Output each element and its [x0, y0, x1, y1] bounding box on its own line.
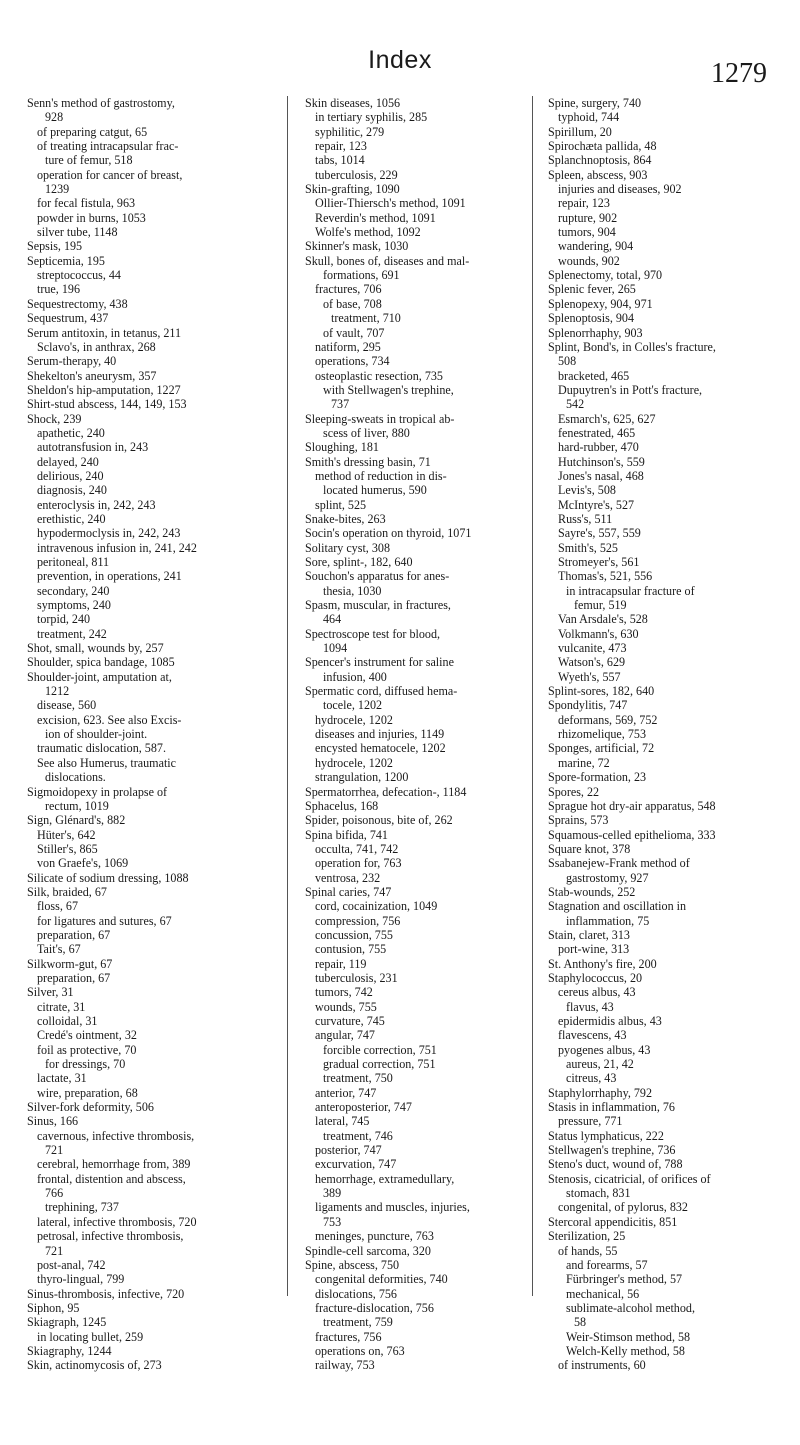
index-entry: Volkmann's, 630 [558, 626, 639, 641]
index-entry: post-anal, 742 [37, 1257, 106, 1272]
index-entry: treatment, 750 [323, 1071, 393, 1086]
index-entry: Spectroscope test for blood, [305, 626, 441, 641]
index-entry: bracketed, 465 [558, 368, 630, 383]
index-entry: of instruments, 60 [558, 1358, 646, 1373]
index-entry: trephining, 737 [45, 1200, 119, 1215]
index-entry: Sclavo's, in anthrax, 268 [37, 339, 156, 354]
index-entry: fenestrated, 465 [558, 425, 636, 440]
index-entry: intravenous infusion in, 241, 242 [37, 540, 197, 555]
index-entry: pyogenes albus, 43 [558, 1042, 651, 1057]
index-entry: 737 [331, 397, 350, 412]
index-entry: syphilitic, 279 [315, 124, 385, 139]
index-entry: gastrostomy, 927 [566, 870, 649, 885]
index-entry: infusion, 400 [323, 669, 387, 684]
index-entry: Smith's, 525 [558, 540, 618, 555]
index-entry: Septicemia, 195 [27, 253, 105, 268]
index-entry: Stenosis, cicatricial, of orifices of [548, 1171, 711, 1186]
index-entry: colloidal, 31 [37, 1014, 98, 1028]
index-entry: splint, 525 [315, 497, 367, 512]
index-entry: Skull, bones of, diseases and mal- [305, 253, 470, 268]
index-entry: Spindle-cell sarcoma, 320 [305, 1243, 431, 1258]
index-entry: Thomas's, 521, 556 [558, 569, 653, 584]
index-entry: Van Arsdale's, 528 [558, 612, 648, 627]
index-column-3 [548, 96, 772, 1373]
index-entry: citreus, 43 [566, 1071, 617, 1086]
index-column-1 [27, 96, 251, 1373]
index-entry: lateral, 745 [315, 1114, 370, 1129]
index-entry: tumors, 904 [558, 225, 616, 240]
index-entry: citrate, 31 [37, 999, 86, 1014]
index-entry: Sinus, 166 [27, 1114, 79, 1129]
index-entry: compression, 756 [315, 913, 401, 928]
index-entry: Spencer's instrument for saline [305, 655, 454, 670]
index-entry: Splanchnoptosis, 864 [548, 153, 652, 168]
index-entry: Levis's, 508 [558, 483, 616, 498]
index-entry: rhizomelique, 753 [558, 727, 646, 742]
index-entry: stomach, 831 [566, 1186, 631, 1201]
index-entry: Dupuytren's in Pott's fracture, [558, 382, 703, 397]
index-entry: meninges, puncture, 763 [315, 1229, 434, 1244]
index-entry: with Stellwagen's trephine, [323, 382, 454, 397]
index-entry: 508 [558, 354, 577, 369]
index-entry: contusion, 755 [315, 942, 387, 957]
index-entry: of vault, 707 [323, 325, 385, 340]
index-entry: method of reduction in dis- [315, 468, 447, 483]
index-entry: Serum antitoxin, in tetanus, 211 [27, 325, 182, 340]
index-entry: injuries and diseases, 902 [558, 182, 682, 197]
index-entry: Spasm, muscular, in fractures, [305, 598, 451, 613]
index-entry: Splint-sores, 182, 640 [548, 684, 655, 699]
index-entry: fractures, 706 [315, 282, 382, 297]
index-entry: wounds, 902 [558, 253, 620, 268]
index-column-2 [305, 96, 529, 1373]
index-entry: marine, 72 [558, 755, 610, 770]
index-entry: operations on, 763 [315, 1343, 405, 1358]
index-entry: Sequestrectomy, 438 [27, 296, 128, 311]
index-entry: Sprague hot dry-air apparatus, 548 [548, 798, 716, 813]
index-entry: congenital, of pylorus, 832 [558, 1200, 688, 1215]
index-entry: for ligatures and sutures, 67 [37, 913, 172, 928]
index-entry: St. Anthony's fire, 200 [548, 956, 657, 971]
index-entry: Shekelton's aneurysm, 357 [27, 368, 157, 383]
index-entry: repair, 123 [558, 196, 610, 211]
index-entry: prevention, in operations, 241 [37, 569, 182, 584]
index-entry: hemorrhage, extramedullary, [315, 1171, 455, 1186]
index-entry: Smith's dressing basin, 71 [305, 454, 431, 469]
index-entry: posterior, 747 [315, 1143, 382, 1158]
index-entry: sublimate-alcohol method, [566, 1300, 695, 1315]
index-entry: anterior, 747 [315, 1085, 377, 1100]
index-entry: Serum-therapy, 40 [27, 354, 117, 369]
index-entry: treatment, 242 [37, 626, 107, 641]
index-entry: Sepsis, 195 [27, 239, 83, 254]
index-entry: Spider, poisonous, bite of, 262 [305, 813, 453, 828]
index-entry: osteoplastic resection, 735 [315, 368, 443, 383]
index-entry: erethistic, 240 [37, 511, 106, 526]
index-entry: angular, 747 [315, 1028, 375, 1043]
index-entry: silver tube, 1148 [37, 225, 118, 240]
index-entry: fractures, 756 [315, 1329, 382, 1344]
index-entry: Silver, 31 [27, 985, 74, 1000]
index-entry: Sequestrum, 437 [27, 311, 109, 326]
index-entry: and forearms, 57 [566, 1257, 648, 1272]
index-entry: Sign, Glénard's, 882 [27, 813, 126, 828]
index-entry: aureus, 21, 42 [566, 1057, 634, 1072]
index-entry: 542 [566, 397, 585, 412]
index-entry: 1239 [45, 182, 70, 197]
index-entry: See also Humerus, traumatic [37, 755, 177, 770]
index-entry: lateral, infective thrombosis, 720 [37, 1214, 197, 1229]
index-entry: dislocations. [45, 770, 106, 785]
index-entry: Spirillum, 20 [548, 124, 612, 139]
index-entry: 721 [45, 1243, 64, 1258]
index-entry: Status lymphaticus, 222 [548, 1128, 664, 1143]
index-entry: Sphacelus, 168 [305, 798, 379, 813]
index-entry: vulcanite, 473 [558, 641, 627, 656]
index-entry: 928 [45, 110, 64, 125]
index-entry: Sheldon's hip-amputation, 1227 [27, 382, 181, 397]
index-entry: petrosal, infective thrombosis, [37, 1229, 184, 1244]
index-entry: Sterilization, 25 [548, 1229, 626, 1244]
index-entry: in tertiary syphilis, 285 [315, 110, 428, 125]
index-entry: preparation, 67 [37, 970, 111, 985]
index-entry: gradual correction, 751 [323, 1057, 436, 1072]
index-entry: Spinal caries, 747 [305, 884, 392, 899]
index-entry: Shoulder-joint, amputation at, [27, 669, 172, 684]
index-entry: dislocations, 756 [315, 1286, 397, 1301]
index-entry: tabs, 1014 [315, 153, 365, 168]
index-entry: mechanical, 56 [566, 1286, 640, 1301]
index-entry: Shock, 239 [27, 411, 82, 426]
index-entry: Splenorrhaphy, 903 [548, 325, 643, 340]
index-entry: Square knot, 378 [548, 841, 631, 856]
index-entry: in locating bullet, 259 [37, 1329, 144, 1344]
index-entry: Staphylococcus, 20 [548, 970, 643, 985]
index-entry: Stasis in inflammation, 76 [548, 1100, 675, 1115]
index-entry: Stellwagen's trephine, 736 [548, 1143, 676, 1158]
index-entry: operation for cancer of breast, [37, 167, 183, 182]
index-entry: Skiagraphy, 1244 [27, 1343, 112, 1358]
index-entry: Socin's operation on thyroid, 1071 [305, 526, 472, 541]
index-entry: femur, 519 [574, 598, 627, 613]
index-entry: Shoulder, spica bandage, 1085 [27, 655, 175, 670]
index-entry: of preparing catgut, 65 [37, 124, 148, 139]
page-title: Index [368, 46, 432, 74]
index-entry: Solitary cyst, 308 [305, 540, 390, 555]
index-entry: rupture, 902 [558, 210, 618, 225]
index-entry: floss, 67 [37, 899, 78, 914]
index-entry: thyro-lingual, 799 [37, 1272, 125, 1287]
index-entry: treatment, 746 [323, 1128, 393, 1143]
index-entry: Souchon's apparatus for anes- [305, 569, 450, 584]
index-entry: Sprains, 573 [548, 813, 609, 828]
index-entry: Splenopexy, 904, 971 [548, 296, 653, 311]
index-entry: 389 [323, 1186, 342, 1201]
index-entry: Sayre's, 557, 559 [558, 526, 641, 541]
index-entry: hydrocele, 1202 [315, 712, 393, 727]
index-entry: forcible correction, 751 [323, 1042, 437, 1057]
index-entry: Stab-wounds, 252 [548, 884, 636, 899]
index-entry: Tait's, 67 [37, 942, 81, 957]
index-entry: hypodermoclysis in, 242, 243 [37, 526, 181, 541]
index-entry: hydrocele, 1202 [315, 755, 393, 770]
index-entry: Wolfe's method, 1092 [315, 225, 421, 240]
index-entry: apathetic, 240 [37, 425, 105, 440]
index-entry: Silver-fork deformity, 506 [27, 1100, 154, 1115]
index-entry: 1094 [323, 641, 348, 656]
index-entry: ture of femur, 518 [45, 153, 133, 168]
index-entry: traumatic dislocation, 587. [37, 741, 166, 756]
index-entry: lactate, 31 [37, 1071, 87, 1086]
index-entry: concussion, 755 [315, 927, 393, 942]
index-entry: Shirt-stud abscess, 144, 149, 153 [27, 397, 187, 412]
index-entry: excurvation, 747 [315, 1157, 397, 1172]
index-entry: Senn's method of gastrostomy, [27, 96, 175, 110]
index-entry: Sigmoidopexy in prolapse of [27, 784, 168, 799]
index-entry: Weir-Stimson method, 58 [566, 1329, 691, 1344]
index-entry: typhoid, 744 [558, 110, 620, 125]
index-entry: streptococcus, 44 [37, 268, 121, 283]
index-entry: Watson's, 629 [558, 655, 626, 670]
index-entry: Silk, braided, 67 [27, 884, 107, 899]
index-entry: pressure, 771 [558, 1114, 623, 1129]
index-entry: Spermatorrhea, defecation-, 1184 [305, 784, 467, 799]
index-entry: 753 [323, 1214, 342, 1229]
index-entry: McIntyre's, 527 [558, 497, 635, 512]
index-entry: Splint, Bond's, in Colles's fracture, [548, 339, 716, 354]
index-entry: Stiller's, 865 [37, 841, 98, 856]
index-entry: symptoms, 240 [37, 598, 111, 613]
index-entry: Spleen, abscess, 903 [548, 167, 648, 182]
index-entry: Spina bifida, 741 [305, 827, 388, 842]
index-entry: 721 [45, 1143, 64, 1158]
index-entry: repair, 119 [315, 956, 367, 971]
index-entry: epidermidis albus, 43 [558, 1014, 662, 1028]
index-entry: Sloughing, 181 [305, 440, 379, 455]
index-entry: of treating intracapsular frac- [37, 139, 179, 154]
index-entry: scess of liver, 880 [323, 425, 410, 440]
index-entry: hard-rubber, 470 [558, 440, 639, 455]
index-entry: Skin diseases, 1056 [305, 96, 401, 110]
index-entry: natiform, 295 [315, 339, 381, 354]
index-entry: encysted hematocele, 1202 [315, 741, 446, 756]
index-entry: for fecal fistula, 963 [37, 196, 136, 211]
index-entry: railway, 753 [315, 1358, 375, 1373]
index-entry: delayed, 240 [37, 454, 99, 469]
index-entry: enteroclysis in, 242, 243 [37, 497, 156, 512]
index-entry: operations, 734 [315, 354, 390, 369]
index-entry: Hutchinson's, 559 [558, 454, 645, 469]
index-entry: cavernous, infective thrombosis, [37, 1128, 195, 1143]
index-entry: strangulation, 1200 [315, 770, 409, 785]
index-entry: operation for, 763 [315, 856, 402, 871]
index-entry: Snake-bites, 263 [305, 511, 386, 526]
index-entry: Staphylorrhaphy, 792 [548, 1085, 653, 1100]
index-entry: cord, cocainization, 1049 [315, 899, 438, 914]
index-entry: occulta, 741, 742 [315, 841, 399, 856]
index-entry: of base, 708 [323, 296, 382, 311]
index-entry: powder in burns, 1053 [37, 210, 146, 225]
index-entry: of hands, 55 [558, 1243, 618, 1258]
index-entry: disease, 560 [37, 698, 97, 713]
index-entry: Spirochæta pallida, 48 [548, 139, 657, 154]
index-entry: Skiagraph, 1245 [27, 1315, 107, 1330]
index-entry: Spondylitis, 747 [548, 698, 628, 713]
index-entry: Stercoral appendicitis, 851 [548, 1214, 678, 1229]
index-entry: Stagnation and oscillation in [548, 899, 687, 914]
index-entry: Steno's duct, wound of, 788 [548, 1157, 683, 1172]
index-entry: 1212 [45, 684, 70, 699]
index-entry: Sinus-thrombosis, infective, 720 [27, 1286, 185, 1301]
index-entry: Reverdin's method, 1091 [315, 210, 436, 225]
index-entry: diagnosis, 240 [37, 483, 107, 498]
index-entry: Ollier-Thiersch's method, 1091 [315, 196, 466, 211]
index-entry: in intracapsular fracture of [566, 583, 695, 598]
index-entry: Fürbringer's method, 57 [566, 1272, 683, 1287]
index-entry: inflammation, 75 [566, 913, 650, 928]
index-entry: located humerus, 590 [323, 483, 427, 498]
index-entry: Ssabanejew-Frank method of [548, 856, 690, 871]
index-entry: fracture-dislocation, 756 [315, 1300, 434, 1315]
index-entry: for dressings, 70 [45, 1057, 126, 1072]
index-entry: delirious, 240 [37, 468, 104, 483]
index-entry: Splenoptosis, 904 [548, 311, 635, 326]
index-entry: Stromeyer's, 561 [558, 555, 640, 569]
index-entry: ligaments and muscles, injuries, [315, 1200, 470, 1215]
index-entry: treatment, 759 [323, 1315, 393, 1330]
index-entry: Shot, small, wounds by, 257 [27, 641, 164, 656]
index-entry: Skin, actinomycosis of, 273 [27, 1358, 162, 1373]
index-entry: tumors, 742 [315, 985, 373, 1000]
index-entry: Stain, claret, 313 [548, 927, 630, 942]
index-entry: excision, 623. See also Excis- [37, 712, 182, 727]
index-entry: wandering, 904 [558, 239, 634, 254]
index-entry: Sore, splint-, 182, 640 [305, 555, 413, 569]
index-entry: cereus albus, 43 [558, 985, 636, 1000]
index-entry: frontal, distention and abscess, [37, 1171, 186, 1186]
index-entry: Squamous-celled epithelioma, 333 [548, 827, 716, 842]
index-entry: Spermatic cord, diffused hema- [305, 684, 458, 699]
index-entry: Skinner's mask, 1030 [305, 239, 409, 254]
index-entry: formations, 691 [323, 268, 400, 283]
index-entry: thesia, 1030 [323, 583, 382, 598]
index-entry: torpid, 240 [37, 612, 91, 627]
index-entry: peritoneal, 811 [37, 555, 110, 569]
index-entry: Spine, surgery, 740 [548, 96, 642, 110]
index-entry: Hüter's, 642 [37, 827, 96, 842]
index-entry: Spine, abscess, 750 [305, 1257, 400, 1272]
index-entry: Wyeth's, 557 [558, 669, 621, 684]
index-entry: true, 196 [37, 282, 80, 297]
index-entry: rectum, 1019 [45, 798, 109, 813]
index-entry: flavus, 43 [566, 999, 614, 1014]
index-entry: Esmarch's, 625, 627 [558, 411, 656, 426]
index-entry: tocele, 1202 [323, 698, 383, 713]
index-entry: von Graefe's, 1069 [37, 856, 129, 871]
index-entry: wire, preparation, 68 [37, 1085, 138, 1100]
index-entry: Splenectomy, total, 970 [548, 268, 663, 283]
index-entry: 58 [574, 1315, 587, 1330]
index-entry: preparation, 67 [37, 927, 111, 942]
index-entry: ventrosa, 232 [315, 870, 381, 885]
index-entry: treatment, 710 [331, 311, 401, 326]
index-entry: wounds, 755 [315, 999, 377, 1014]
column-divider [532, 96, 533, 1296]
index-entry: 464 [323, 612, 342, 627]
index-entry: Siphon, 95 [27, 1300, 80, 1315]
index-entry: curvature, 745 [315, 1014, 385, 1028]
index-entry: cerebral, hemorrhage from, 389 [37, 1157, 191, 1172]
index-entry: foil as protective, 70 [37, 1042, 137, 1057]
index-entry: tuberculosis, 231 [315, 970, 398, 985]
index-entry: port-wine, 313 [558, 942, 630, 957]
index-entry: Splenic fever, 265 [548, 282, 636, 297]
index-entry: Spores, 22 [548, 784, 600, 799]
index-entry: repair, 123 [315, 139, 367, 154]
index-entry: Skin-grafting, 1090 [305, 182, 400, 197]
index-entry: Welch-Kelly method, 58 [566, 1343, 685, 1358]
page-number: 1279 [711, 58, 767, 89]
index-entry: Silkworm-gut, 67 [27, 956, 113, 971]
index-entry: Jones's nasal, 468 [558, 468, 644, 483]
index-entry: Credé's ointment, 32 [37, 1028, 137, 1043]
index-entry: ion of shoulder-joint. [45, 727, 148, 742]
index-entry: congenital deformities, 740 [315, 1272, 448, 1287]
index-entry: tuberculosis, 229 [315, 167, 398, 182]
index-entry: anteroposterior, 747 [315, 1100, 412, 1115]
index-entry: Russ's, 511 [558, 511, 613, 526]
index-entry: flavescens, 43 [558, 1028, 627, 1043]
index-entry: Spore-formation, 23 [548, 770, 647, 785]
column-divider [287, 96, 288, 1296]
index-entry: 766 [45, 1186, 64, 1201]
index-entry: diseases and injuries, 1149 [315, 727, 445, 742]
index-entry: Sponges, artificial, 72 [548, 741, 655, 756]
index-entry: Sleeping-sweats in tropical ab- [305, 411, 455, 426]
index-entry: Silicate of sodium dressing, 1088 [27, 870, 189, 885]
index-entry: secondary, 240 [37, 583, 110, 598]
index-entry: deformans, 569, 752 [558, 712, 658, 727]
index-entry: autotransfusion in, 243 [37, 440, 149, 455]
